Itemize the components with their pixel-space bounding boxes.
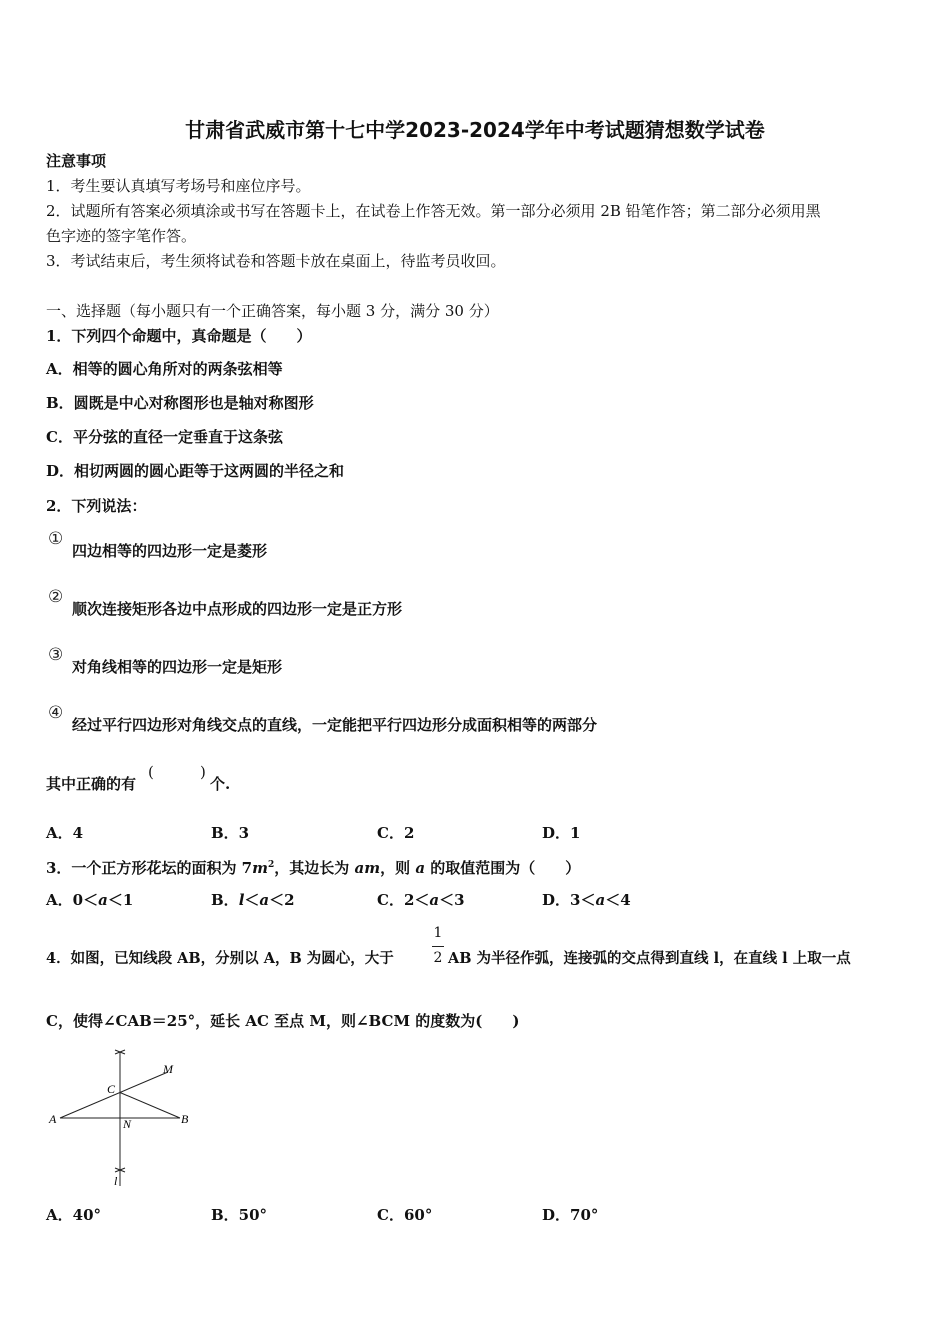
q4-line-1-pre: 4．如图，已知线段 AB，分别以 A，B 为圆心，大于 (46, 950, 394, 967)
q3-option-d-post: ＜4 (605, 891, 631, 909)
q2-tail-suffix: 个. (210, 775, 231, 793)
q3-option-c-var: a (429, 891, 440, 909)
q3-option-b-var: a (259, 891, 270, 909)
q3-option-c (377, 889, 465, 910)
notice-item-1: 1．考生要认真填写考场号和座位序号。 (46, 177, 311, 195)
q4-option-b: B．50° (211, 1206, 268, 1224)
q4-option-c: C．60° (377, 1206, 433, 1224)
q4-option-a: A．40° (46, 1206, 102, 1224)
q4-option-d: D．70° (542, 1206, 599, 1224)
q2-statement-3-mark: ③ (48, 645, 64, 665)
notice-item-3: 3．考试结束后，考生须将试卷和答题卡放在桌面上，待监考员收回。 (46, 252, 506, 270)
q3-option-a (46, 889, 133, 910)
q2-statement-1-mark: ① (48, 529, 64, 549)
notice-heading: 注意事项 (46, 152, 107, 170)
label-a: A (49, 1112, 57, 1126)
q2-statement-1: 四边相等的四边形一定是菱形 (72, 542, 268, 560)
q3-option-d-pre: D．3＜ (542, 891, 596, 909)
label-n: N (123, 1117, 132, 1131)
q2-statement-2: 顺次连接矩形各边中点形成的四边形一定是正方形 (72, 600, 403, 618)
q3-stem-mid: ，其边长为 (274, 859, 355, 877)
q4-line-2: C，使得∠CAB＝25°，延长 AC 至点 M，则∠BCM 的度数为( ) (46, 1012, 520, 1030)
q1-stem: 1．下列四个命题中，真命题是（ ） (46, 327, 312, 345)
q2-option-b: B．3 (211, 824, 250, 842)
q3-option-d-var: a (595, 891, 606, 909)
q2-tail-paren-open: ( (148, 763, 154, 781)
q3-option-a-pre: A．0＜ (46, 891, 99, 909)
label-m: M (163, 1062, 173, 1076)
q3-option-c-post: ＜3 (439, 891, 465, 909)
q4-geometry-figure (44, 1046, 204, 1188)
q2-statement-4: 经过平行四边形对角线交点的直线，一定能把平行四边形分成面积相等的两部分 (72, 716, 598, 734)
segment-cb (120, 1093, 180, 1119)
q2-tail-paren-close: ) (200, 763, 206, 781)
q2-statement-3: 对角线相等的四边形一定是矩形 (72, 658, 283, 676)
q3-option-b-post: ＜2 (269, 891, 295, 909)
q2-stem: 2．下列说法： (46, 497, 147, 515)
q3-stem-sup: 2 (267, 860, 275, 870)
q3-stem-unit-m: m (252, 859, 268, 877)
q3-stem-am: am (354, 859, 381, 877)
section-heading: 一、选择题（每小题只有一个正确答案，每小题 3 分，满分 30 分） (46, 302, 499, 320)
q3-stem-var-a: a (415, 859, 426, 877)
q2-statement-4-mark: ④ (48, 703, 64, 723)
q2-tail-text: 其中正确的有 (46, 775, 137, 793)
q2-option-c: C．2 (377, 824, 415, 842)
notice-item-2-line-2: 色字迹的签字笔作答。 (46, 227, 197, 245)
label-l: l (114, 1174, 118, 1188)
q3-stem-post: 的取值范围为（ ） (425, 859, 581, 877)
q2-option-d: D．1 (542, 824, 581, 842)
q2-option-a: A．4 (46, 824, 84, 842)
label-c: C (107, 1082, 116, 1096)
q3-option-c-pre: C．2＜ (377, 891, 430, 909)
q3-option-b-l: l (238, 891, 245, 909)
q2-statement-2-mark: ② (48, 587, 64, 607)
q4-line-1-post: AB 为半径作弧，连接弧的交点得到直线 l，在直线 l 上取一点 (448, 950, 851, 967)
notice-item-2-line-1: 2．试题所有答案必须填涂或书写在答题卡上，在试卷上作答无效。第一部分必须用 2B 铅笔作答；第二部分必须用黑 (46, 202, 821, 220)
q3-option-a-var: a (98, 891, 108, 909)
q3-option-d (542, 889, 631, 910)
q1-option-c: C．平分弦的直径一定垂直于这条弦 (46, 428, 283, 446)
q4-fraction-denominator: 2 (433, 950, 443, 966)
q4-fraction-numerator: 1 (433, 925, 443, 941)
q3-option-b-mid: ＜ (244, 891, 260, 909)
q4-fraction-bar (432, 946, 444, 947)
q3-stem-pre: 3．一个正方形花坛的面积为 7 (46, 859, 253, 877)
q3-option-a-post: ＜1 (107, 891, 134, 909)
q3-stem (46, 855, 580, 878)
page-title: 甘肃省武威市第十七中学2023-2024学年中考试题猜想数学试卷 (185, 118, 765, 142)
q1-option-d: D．相切两圆的圆心距等于这两圆的半径之和 (46, 462, 345, 480)
q3-option-b (211, 889, 295, 910)
q1-option-b: B．圆既是中心对称图形也是轴对称图形 (46, 394, 314, 412)
label-b: B (181, 1112, 189, 1126)
q3-option-b-pre: B． (211, 891, 239, 909)
q3-stem-mid2: ，则 (380, 859, 416, 877)
q1-option-a: A．相等的圆心角所对的两条弦相等 (46, 360, 283, 378)
